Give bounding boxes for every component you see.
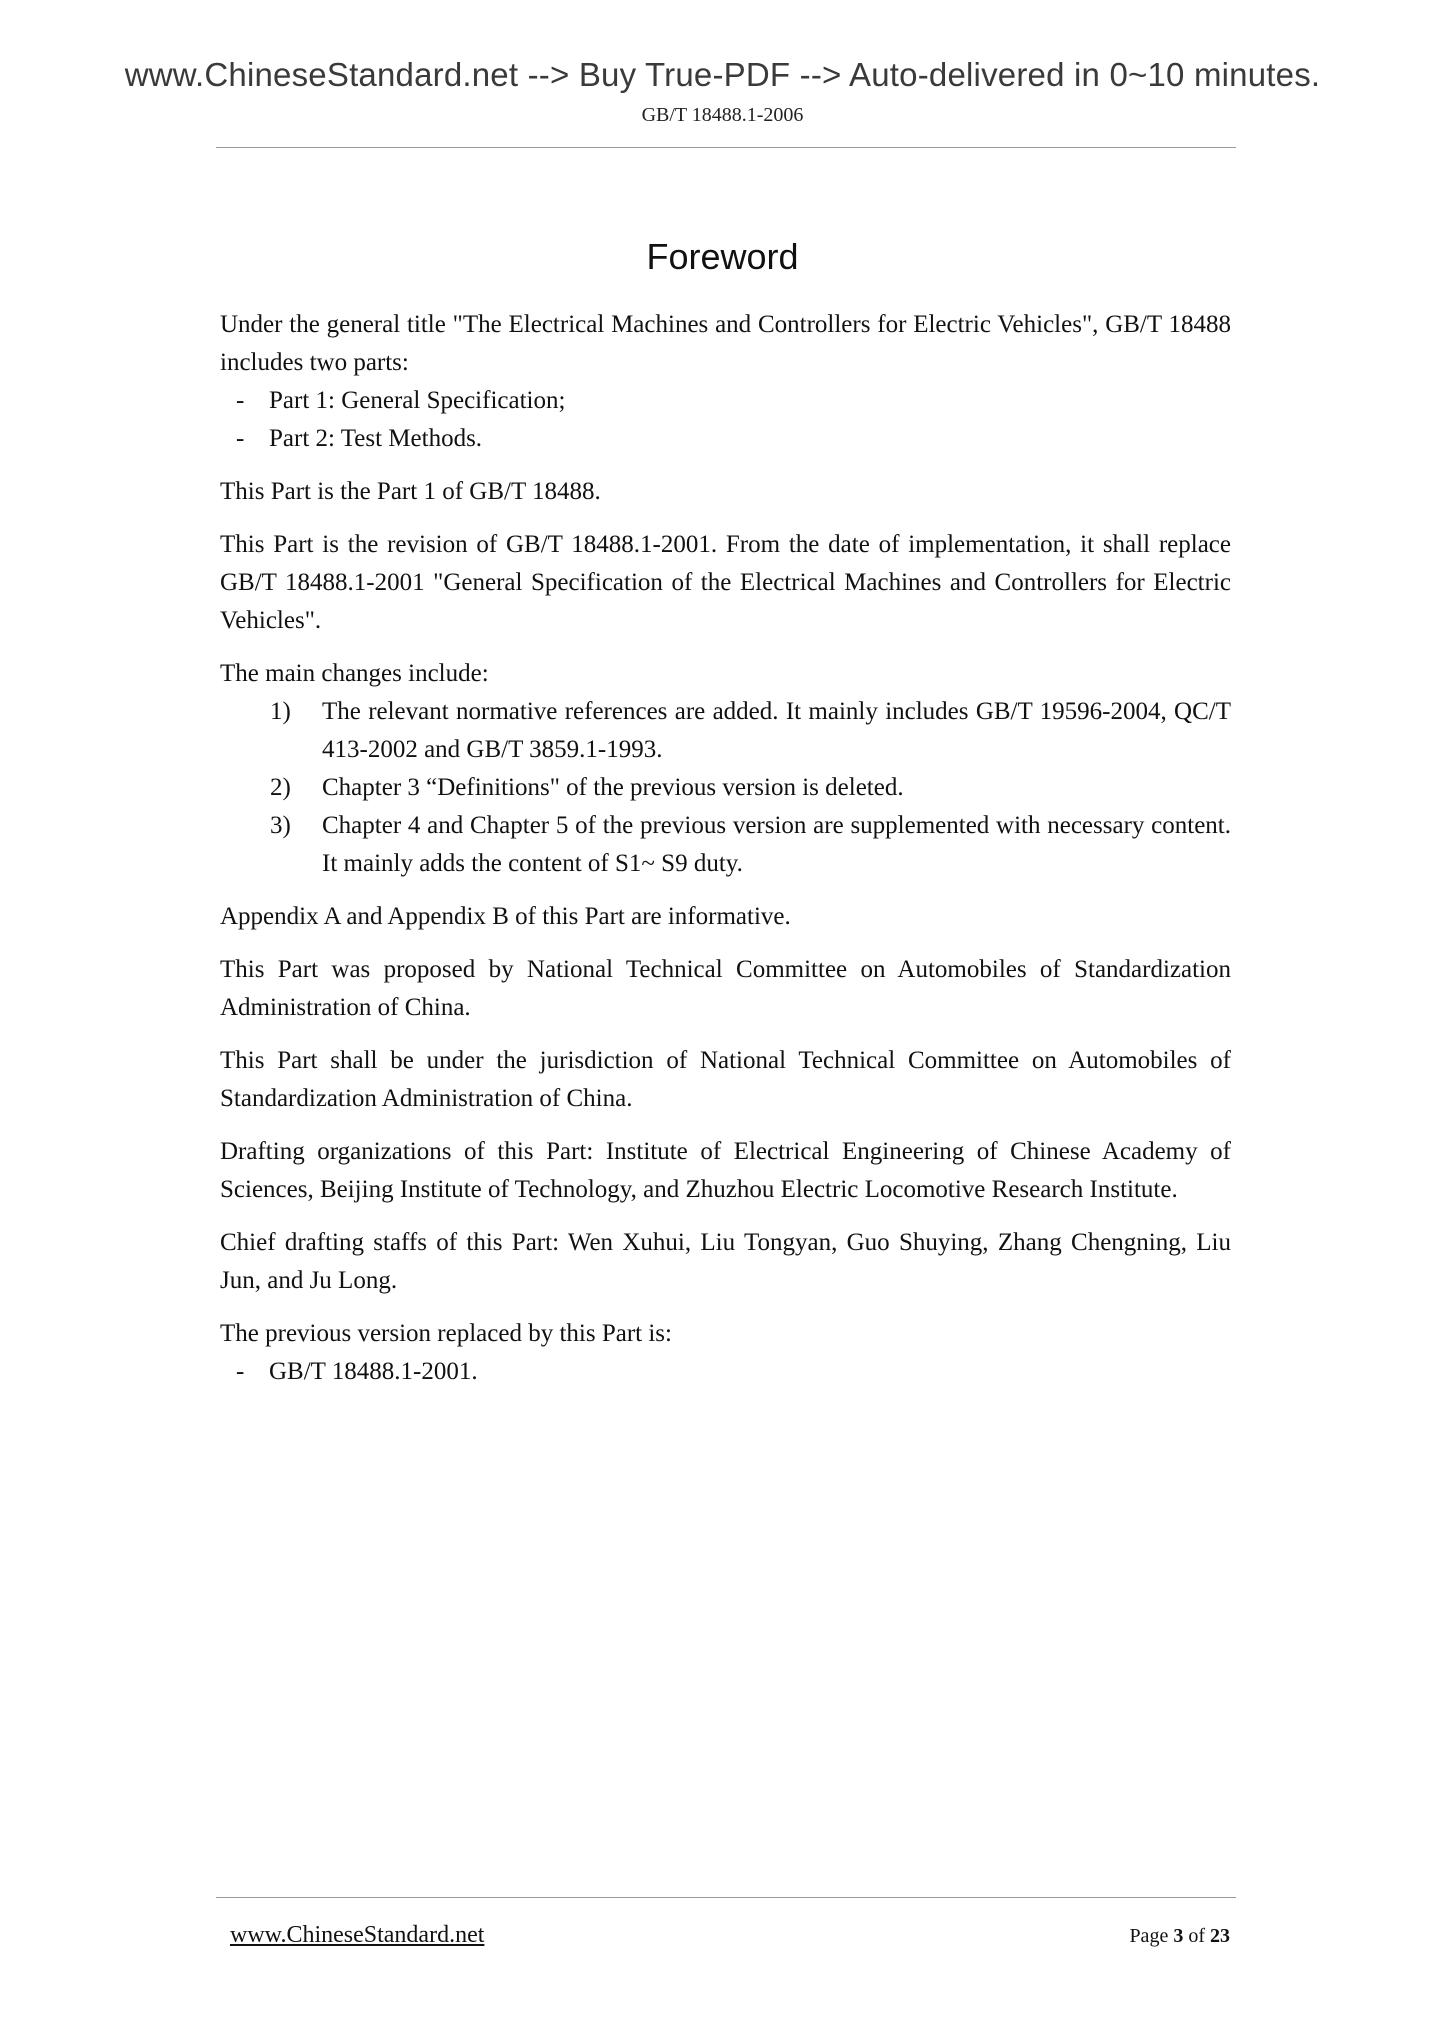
intro-paragraph: Under the general title "The Electrical Machines and Controllers for Electric Vehicles", GB/T 18488 includes two parts: (220, 311, 1231, 376)
change-item (220, 769, 1231, 807)
change-text: The relevant normative references are added. It mainly includes GB/T 19596-2004, QC/T 413-2002 and GB/T 3859.1-1993. (322, 698, 1231, 763)
change-text: Chapter 4 and Chapter 5 of the previous version are supplemented with necessary content. It mainly adds the content of S1~ S9 duty. (322, 812, 1231, 877)
change-item (220, 807, 1231, 883)
page-title: Foreword (646, 236, 799, 277)
footer-site-link[interactable]: www.ChineseStandard.net (230, 1922, 485, 1948)
this-part-paragraph: This Part is the Part 1 of GB/T 18488. (220, 478, 601, 505)
previous-version-item: - GB/T 18488.1-2001. (236, 1358, 478, 1385)
change-number: 1) (270, 698, 291, 725)
document-code: GB/T 18488.1-2006 (641, 104, 804, 126)
change-item (220, 693, 1231, 769)
part-list-text: Part 1: General Specification; (269, 387, 566, 414)
appendix-paragraph: Appendix A and Appendix B of this Part are informative. (220, 903, 791, 930)
part-list-item: - Part 2: Test Methods. (236, 425, 483, 452)
part-list-text: Part 2: Test Methods. (269, 425, 483, 452)
previous-version-intro: The previous version replaced by this Part is: (220, 1320, 672, 1347)
site-banner: www.ChineseStandard.net --> Buy True-PDF --> Auto-delivered in 0~10 minutes. (124, 56, 1321, 93)
page-current: 3 (1173, 1925, 1184, 1947)
chief-staff-paragraph: Chief drafting staffs of this Part: Wen Xuhui, Liu Tongyan, Guo Shuying, Zhang Chengning, Liu Jun, and Ju Long. (220, 1229, 1231, 1294)
page-label: Page (1129, 1925, 1169, 1947)
proposed-paragraph: This Part was proposed by National Technical Committee on Automobiles of Standardization Administration of China. (220, 956, 1231, 1021)
change-number: 2) (270, 774, 291, 801)
page-number (1129, 1925, 1230, 1948)
change-text: Chapter 3 “Definitions" of the previous version is deleted. (322, 774, 904, 801)
revision-paragraph: This Part is the revision of GB/T 18488.1-2001. From the date of implementation, it shall replace GB/T 18488.1-2001 "General Specification of the Electrical Machines and Controllers for Electric Vehicles". (220, 531, 1231, 634)
part-list-item: - Part 1: General Specification; (236, 387, 566, 414)
footer-divider (216, 1897, 1236, 1898)
changes-intro: The main changes include: (220, 660, 489, 687)
change-number: 3) (270, 812, 291, 839)
page-total: 23 (1210, 1925, 1230, 1947)
foreword-body (220, 306, 1231, 1391)
previous-version-text: GB/T 18488.1-2001. (269, 1358, 478, 1385)
drafting-orgs-paragraph: Drafting organizations of this Part: Institute of Electrical Engineering of Chinese Academy of Sciences, Beijing Institute of Technology, and Zhuzhou Electric Locomotive Research Institute. (220, 1138, 1231, 1203)
jurisdiction-paragraph: This Part shall be under the jurisdiction of National Technical Committee on Automobiles of Standardization Administration of China. (220, 1047, 1231, 1112)
header-divider (216, 147, 1236, 148)
page-of-label: of (1188, 1925, 1205, 1947)
